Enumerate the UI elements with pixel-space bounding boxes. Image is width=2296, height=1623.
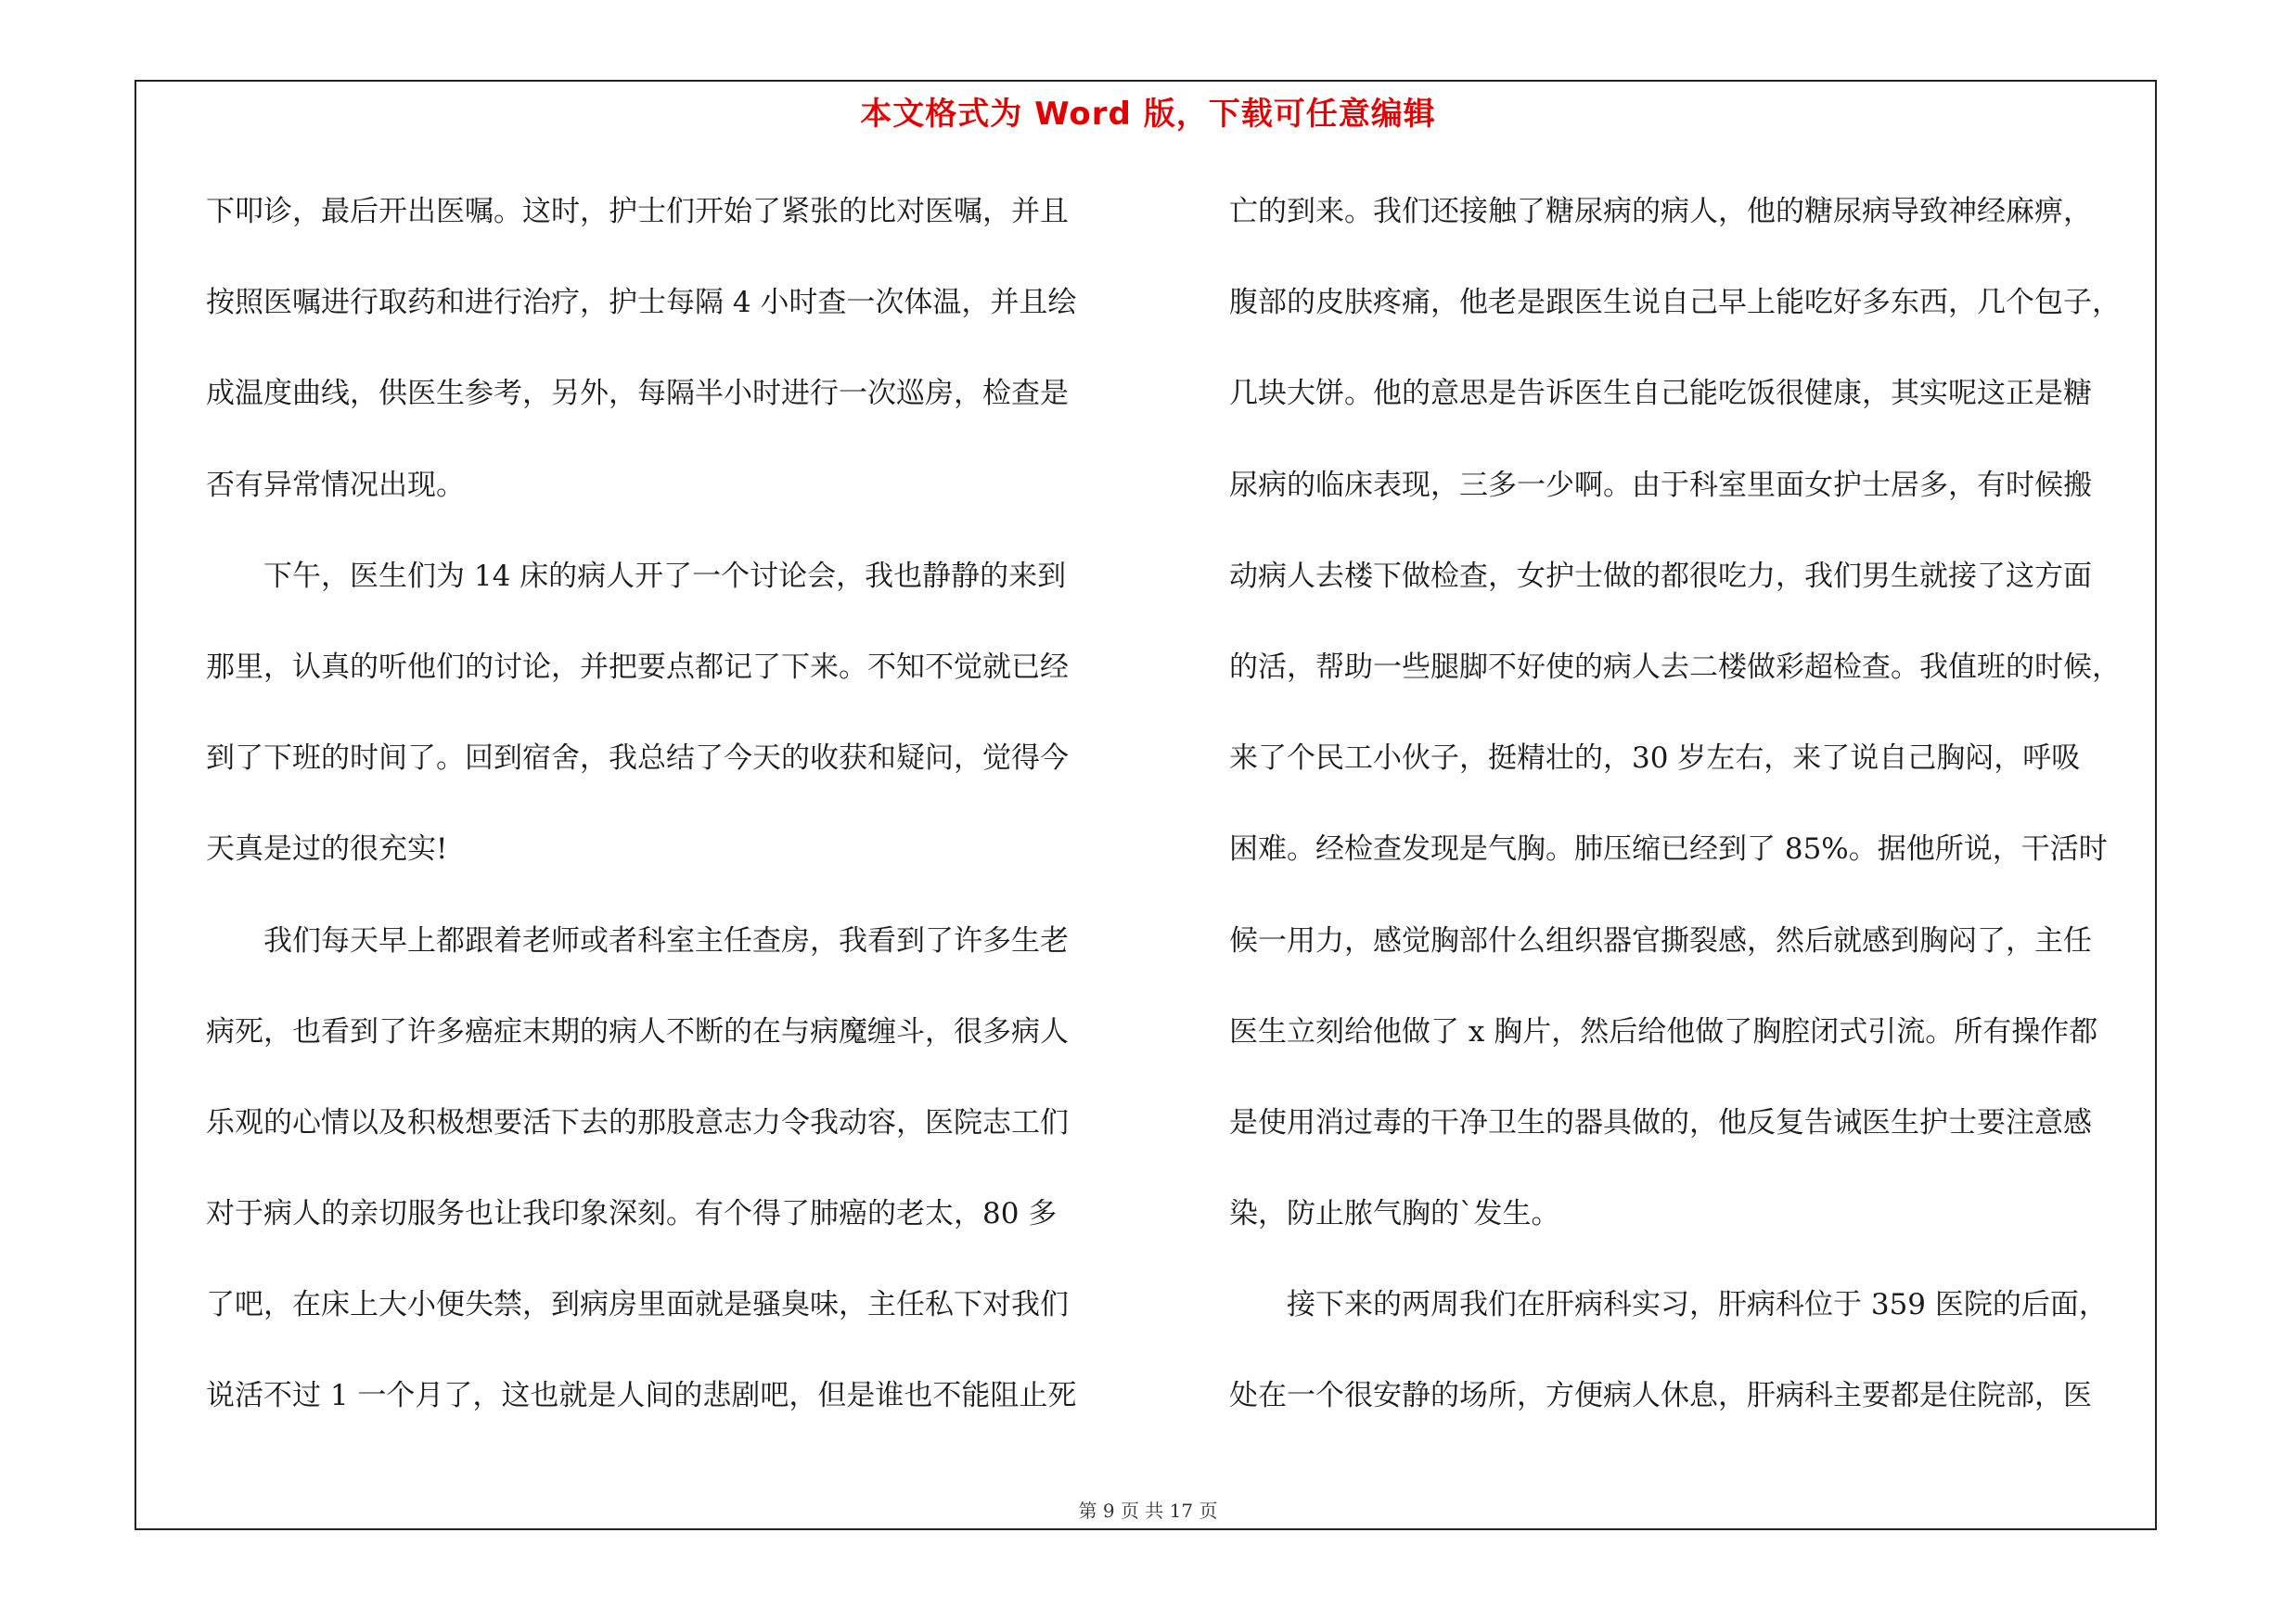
text-line: 病死，也看到了许多癌症末期的病人不断的在与病魔缠斗，很多病人 — [206, 1014, 1069, 1049]
text-line: 是使用消过毒的干净卫生的器具做的，他反复告诫医生护士要注意感 — [1229, 1105, 2092, 1140]
text-line: 下午，医生们为 14 床的病人开了一个讨论会，我也静静的来到 — [206, 559, 1067, 593]
text-line: 的活，帮助一些腿脚不好使的病人去二楼做彩超检查。我值班的时候， — [1229, 650, 2121, 684]
text-line: 否有异常情况出现。 — [206, 468, 465, 502]
text-line: 下叩诊，最后开出医嘱。这时，护士们开始了紧张的比对医嘱，并且 — [206, 195, 1069, 228]
text-line: 尿病的临床表现，三多一少啊。由于科室里面女护士居多，有时候搬 — [1229, 468, 2092, 502]
text-line: 接下来的两周我们在肝病科实习，肝病科位于 359 医院的后面， — [1229, 1288, 2108, 1322]
text-line: 到了下班的时间了。回到宿舍，我总结了今天的收获和疑问，觉得今 — [206, 741, 1069, 776]
text-line: 按照医嘱进行取药和进行治疗，护士每隔 4 小时查一次体温，并且绘 — [206, 286, 1077, 320]
text-line: 成温度曲线，供医生参考，另外，每隔半小时进行一次巡房，检查是 — [206, 377, 1069, 411]
text-line: 处在一个很安静的场所，方便病人休息，肝病科主要都是住院部，医 — [1229, 1379, 2092, 1413]
text-line: 医生立刻给他做了 x 胸片，然后给他做了胸腔闭式引流。所有操作都 — [1229, 1014, 2098, 1049]
text-line: 那里，认真的听他们的讨论，并把要点都记了下来。不知不觉就已经 — [206, 650, 1069, 684]
text-line: 几块大饼。他的意思是告诉医生自己能吃饭很健康，其实呢这正是糖 — [1229, 377, 2092, 411]
text-line: 天真是过的很充实! — [206, 832, 448, 867]
text-line: 了吧，在床上大小便失禁，到病房里面就是骚臭味，主任私下对我们 — [206, 1288, 1069, 1322]
text-line: 候一用力，感觉胸部什么组织器官撕裂感，然后就感到胸闷了，主任 — [1229, 923, 2092, 958]
text-line: 来了个民工小伙子，挺精壮的，30 岁左右，来了说自己胸闷，呼吸 — [1229, 741, 2081, 776]
text-line: 染，防止脓气胸的`发生。 — [1229, 1197, 1560, 1231]
text-line: 困难。经检查发现是气胸。肺压缩已经到了 85%。据他所说，干活时 — [1229, 832, 2108, 867]
text-line: 我们每天早上都跟着老师或者科室主任查房，我看到了许多生老 — [206, 923, 1069, 958]
text-line: 动病人去楼下做检查，女护士做的都很吃力，我们男生就接了这方面 — [1229, 559, 2092, 593]
text-line: 亡的到来。我们还接触了糖尿病的病人，他的糖尿病导致神经麻痹， — [1229, 195, 2092, 228]
right-column — [1229, 186, 2148, 1462]
page-number: 第 9 页 共 17 页 — [1078, 1500, 1218, 1522]
text-line: 腹部的皮肤疼痛，他老是跟医生说自己早上能吃好多东西，几个包子， — [1229, 286, 2121, 320]
text-line: 说活不过 1 一个月了，这也就是人间的悲剧吧，但是谁也不能阻止死 — [206, 1379, 1077, 1413]
text-line: 对于病人的亲切服务也让我印象深刻。有个得了肺癌的老太，80 多 — [206, 1197, 1058, 1231]
text-line: 乐观的心情以及积极想要活下去的那股意志力令我动容，医院志工们 — [206, 1105, 1069, 1140]
left-column — [206, 186, 1124, 1462]
format-banner: 本文格式为 Word 版，下载可任意编辑 — [860, 96, 1436, 133]
